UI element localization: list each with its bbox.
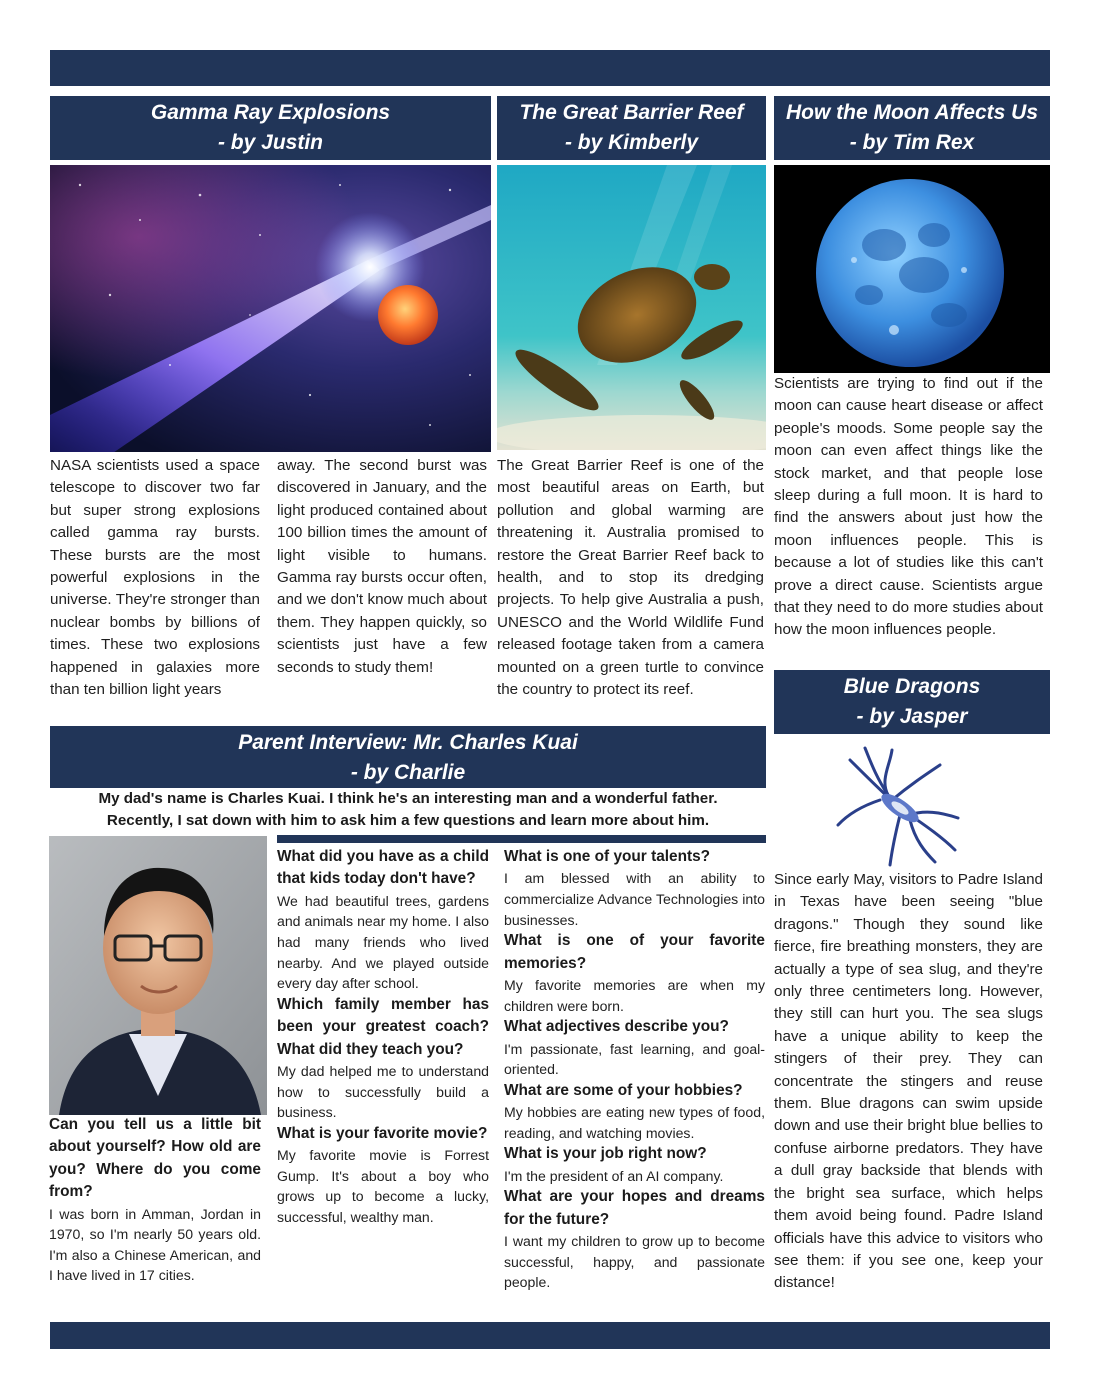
interview-answer: My favorite memories are when my children were born. [504, 977, 765, 1014]
interview-question: What did you have as a child that kids today don't have? [277, 848, 489, 888]
bottom-banner [50, 1322, 1050, 1349]
gamma-article-header [50, 96, 491, 160]
top-banner [50, 50, 1050, 86]
interview-answer: I want my children to grow up to become successful, happy, and passionate people. [504, 1233, 765, 1291]
gamma-article-text-col2: away. The second burst was discovered in January, and the light produced contained about 100 billion times the amount of light visible to humans. Gamma ray bursts occur often, and we don't know much about them. They happen quickly, so scientists just have a few seconds to study them! [277, 457, 487, 676]
interview-answer: We had beautiful trees, gardens and animals near my home. I also had many friends who lived nearby. And we played outside every day after school. [277, 892, 489, 992]
interview-title: Parent Interview: Mr. Charles Kuai [238, 731, 578, 754]
dragons-article-byline: - by Jasper [856, 705, 968, 728]
interview-question: Which family member has been your greatest coach? What did they teach you? [277, 995, 489, 1058]
interview-question: What are your hopes and dreams for the future? [504, 1188, 765, 1228]
gamma-article-byline: - by Justin [217, 131, 323, 154]
interview-question: What is one of your talents? [504, 848, 711, 865]
blue-dragon-image [830, 740, 970, 870]
moon-article-byline: - by Tim Rex [849, 131, 975, 154]
interview-qa-column-2 [277, 846, 489, 1228]
moon-article-title: How the Moon Affects Us [785, 101, 1038, 124]
interview-answer: I'm the president of an AI company. [504, 1167, 724, 1184]
interview-answer: My favorite movie is Forrest Gump. It's about a boy who grows up to become a lucky, successful, wealthy man. [277, 1147, 489, 1225]
portrait-image [49, 836, 267, 1115]
interview-qa-column-1 [49, 1114, 261, 1286]
interview-question: What are some of your hobbies? [504, 1081, 743, 1099]
interview-question: What adjectives describe you? [504, 1018, 729, 1036]
interview-answer: I am blessed with an ability to commercialize Advance Technologies into businesses. [504, 870, 765, 928]
interview-answer: My dad helped me to understand how to successfully build a business. [277, 1063, 489, 1121]
reef-article-text: The Great Barrier Reef is one of the most beautiful areas on Earth, but pollution and global warming are threatening it. Australia promised to restore the Great Barrier Reef back to health, and to stop its dredging projects. To help give Australia a push, UNESCO and the World Wildlife Fund released footage taken from a camera mounted on a green turtle to convince the country to protect its reef. [497, 457, 764, 699]
dragons-article-title: Blue Dragons [843, 675, 981, 698]
gamma-article-title: Gamma Ray Explosions [150, 101, 391, 124]
sea-turtle-image [497, 165, 766, 450]
moon-article-header [774, 96, 1050, 160]
interview-intro-line1: My dad's name is Charles Kuai. I think he's an interesting man and a wonderful father. [98, 790, 718, 807]
gamma-ray-burst-image [50, 165, 491, 452]
reef-article-header [497, 96, 766, 160]
interview-answer: I'm passionate, fast learning, and goal-oriented. [504, 1040, 765, 1078]
interview-answer: I was born in Amman, Jordan in 1970, so I'm nearly 50 years old. I'm also a Chinese American, and I have lived in 17 cities. [49, 1205, 261, 1284]
interview-qa-column-3 [504, 846, 765, 1293]
interview-header [50, 726, 766, 788]
interview-intro-line2: Recently, I sat down with him to ask him a few questions and learn more about him. [106, 812, 710, 829]
interview-byline: - by Charlie [350, 761, 466, 784]
interview-question: What is one of your favorite memories? [504, 932, 765, 972]
moon-article-text: Scientists are trying to find out if the moon can cause heart disease or affect people's moods. Some people say the moon can even affect things like the stock market, and that people lose sleep during a full moon. It is hard to find the answers about just how the moon influences people. This is because a lot of studies like this can't prove a direct cause. Scientists argue that they need to do more studies about how the moon influences people. [774, 375, 1043, 639]
interview-answer: My hobbies are eating new types of food, reading, and watching movies. [504, 1104, 765, 1141]
interview-question: Can you tell us a little bit about yourself? How old are you? Where do you come from? [49, 1116, 261, 1201]
reef-article-byline: - by Kimberly [564, 131, 699, 154]
dragons-article-text: Since early May, visitors to Padre Island in Texas have been seeing "blue dragons." Though they sound like fierce, fire breathing monsters, they are actually a type of sea slug, and they're only three centimeters long. However, they still can hurt you. The sea slugs have a unique ability to keep the stingers of their prey. They can concentrate the stingers and reuse them. Blue dragons can swim upside down and use their bright blue bellies to confuse airborne predators. They have a dull gray backside that blends with the bright sea surface, which helps them avoid being found. Padre Island officials have this advice to visitors who see them: if you see one, keep your distance! [774, 871, 1043, 1292]
interview-question: What is your job right now? [504, 1145, 707, 1163]
interview-question: What is your favorite movie? [277, 1124, 488, 1142]
gamma-article-text-col1: NASA scientists used a space telescope to discover two far but super strong explosions called gamma ray bursts. These bursts are the most powerful explosions in the universe. They're stronger than nuclear bombs by billions of times. These two explosions happened in galaxies more than ten billion light years [50, 457, 260, 699]
reef-article-title: The Great Barrier Reef [519, 101, 744, 124]
interview-divider [277, 835, 766, 843]
full-moon-image [774, 165, 1050, 373]
dragons-article-header [774, 670, 1050, 734]
